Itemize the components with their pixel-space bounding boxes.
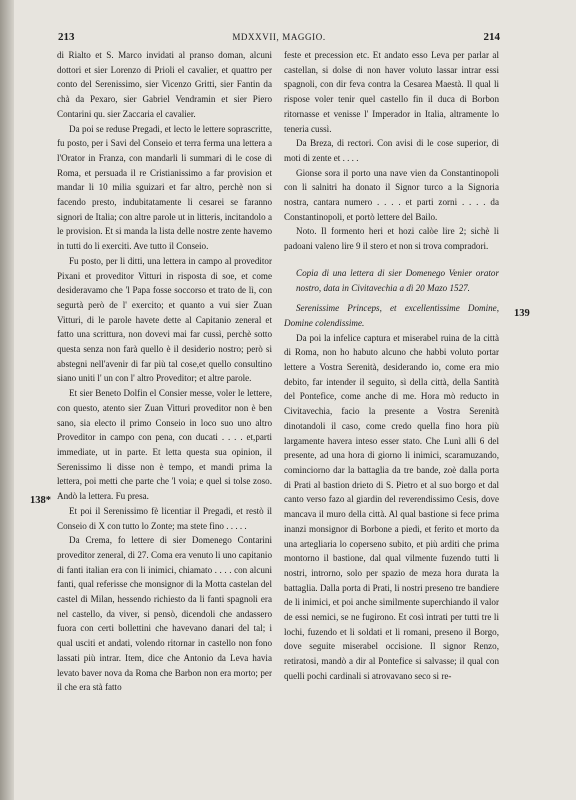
paragraph: Noto. Il formento heri et hozi calòe lire 2; sichè li padoani valeno lire 9 il stero et non si trova compradori. xyxy=(284,226,499,252)
paragraph: feste et precession etc. Et andato esso Leva per parlar al castellan, si dolse di non haver voluto lassar intrar essi spagnoli, con dir feva contra la Cesarea Maestà. Il qual li rispose voler tenir quel castello fin il duca di Borbon ritornasse et venisse l' Imperador in Italia, altramente lo teneria cussì. xyxy=(284,50,499,134)
paragraph: Et sier Beneto Dolfin el Consier messe, voler le lettere, con questo, atento sier Zuan Vitturi proveditor non è ben sano, sia electo il primo Conseio in loco suo uno altro Proveditor in campo con pena, con ducati . . . . et,parti immediate, ut in parte. Et letta questa sua opinion, il Serenissimo li disse non è tempo, et mandi prima la lettera, poi metti che parte che 'l voia; e quel si tolse zoso. Andò la lettera. Fu presa. xyxy=(57,388,272,502)
paragraph: di Rialto et S. Marco invidati al pranso doman, alcuni dottori et sier Lorenzo di Prioli el cavalier, et quattro per conto del Serenissimo, sier Vicenzo Gritti, sier Fantin da chà da Pexaro, sier Gabriel Vendramin et sier Piero Contarini qu. sier Zaccaria el cavalier. xyxy=(57,50,272,119)
running-title: MDXXVII, MAGGIO. xyxy=(232,32,326,42)
paragraph: Fu posto, per li ditti, una lettera in campo al proveditor Pixani et proveditor Vitturi in risposta di soe, et come desideravamo che 'l Papa fosse soccorso et trato de lì, con segurtà però de l' exercito; et quanto a vui sier Zuan Vitturi, di le parole havete dette al Capitanio zeneral et fatto una scrittura, non dovevi mai far cussì, perchè sotto questa senza non farà quello è il desiderio nostro; però si abstegni nell'avenir di far più tal cose,et quello consultino siano uniti l' un con l' altro Proveditor; et altre parole. xyxy=(57,255,272,384)
left-column xyxy=(57,48,272,788)
paragraph: Et poi il Serenissimo fè licentiar il Pregadi, et restò il Conseio di X con tutto lo Zonte; ma stete fino . . . . . xyxy=(57,505,272,531)
paragraph: Da poi se reduse Pregadi, et lecto le lettere soprascritte, fu posto, per i Savi del Conseio et terra ferma una lettera a l'Orator in Franza, con mandarli li summari di le cose di Roma, et persuada il re Cristianissimo a far provision et mandar li 10 milia sguizari et far altro, perchè non si facendo presto, indubitatamente li cesarei se faranno signori de Italia; con altre parole ut in litteris, incitandolo a le provision. Et si manda la lista delle nostre zente havemo in tutti do li exerciti. Ave tutto il Conseio. xyxy=(57,123,272,252)
binding-shadow xyxy=(0,0,14,800)
margin-number-left: 138* xyxy=(30,495,51,506)
page-header xyxy=(58,30,500,44)
letter-heading: Copia di una lettera di sier Domenego Venier orator nostro, data in Civitavechia a dì 20 Mazo 1527. xyxy=(296,267,499,293)
right-column xyxy=(284,48,499,788)
paragraph: Da Breza, di rectori. Con avisi di le cose superior, di moti di zente et . . . . xyxy=(284,138,499,163)
paragraph: Gionse sora il porto una nave vien da Constantinopoli con li salnitri ha donato il Signor turco a la Signoria nostra, cantara numero . . . . et parti zorni . . . . da Constantinopoli, et portò lettere del Bailo. xyxy=(284,167,499,222)
page-number-right: 214 xyxy=(483,31,500,43)
page-number-left: 213 xyxy=(58,31,75,43)
paragraph: Da Crema, fo lettere di sier Domenego Contarini proveditor zeneral, di 27. Coma era venuto li uno capitanio di fanti italian era con li inimici, chiamato . . . . con alcuni fanti, qual referisse che monsignor di la Motta castelan del castel di Milan, hessendo richiesto da li fanti spagnoli era nel castello, da viver, si pensò, dicendoli che andassero fuora con certi bollettini che havevano danari del tal; i qual usciti et andati, volendo ritornar in castello non fono lassati più intrar. Item, dice che Antonio da Leva havia levato baver nova da Roma che Barbon non era morto; per il che era stà fatto xyxy=(57,535,272,693)
margin-number-right: 139 xyxy=(514,308,530,319)
letter-body: Da poi la infelice captura et miserabel ruina de la città di Roma, non ho habuto alcuno che habbi voluto portar lettere a Vostra Serenità, desiderando io, come era mio debito, far intender il seguito, sì della città, della Santità del Pontefice, come anche di me. Hora mò reducto in Civitavechia, facio la presente a Vostra Serenità dinotandoli il caso, come credo quella fino hora più largamente havera inteso esser stato. Che Lunì alli 6 del presente, ad una hora di giorno li inimici, scaramuzando, cominciorno dar la battaglia da tre bande, zoè dalla porta di Prati al bastion drieto di S. Pietro et al suo borgo et dal canto verso fazo al giardin del reverendissimo Cesis, dove mancava il muro della città. Al qual bastione si fece prima inanzi monsignor di Borbone a piedi, et ferito et morto da una artegliaria lo coperseno subito, et più arditi che prima montorno il bastione, dal qual vilmente fuzendo tutti li nostri, introrno, solo per spazio de meza hora durata la battaglia. Dalla porta di Prati, li nostri preseno tre bandiere de li inimici, et poi anche similmente superchiando il valor de essi nemici, se ne fugirono. Et così intrati per tutti tre li lochi, fuzendo et li soldati et li romani, preseno il Borgo, dove seguite miserabel occisione. Il signor Renzo, retiratosi, mandò a dir al Pontefice si salvasse; il qual con quelli pochi cardinali si atrovavano seco si re- xyxy=(284,332,499,681)
letter-salutation: Serenissime Princeps, et excellentissime Domine, Domine colendissime. xyxy=(284,303,499,328)
